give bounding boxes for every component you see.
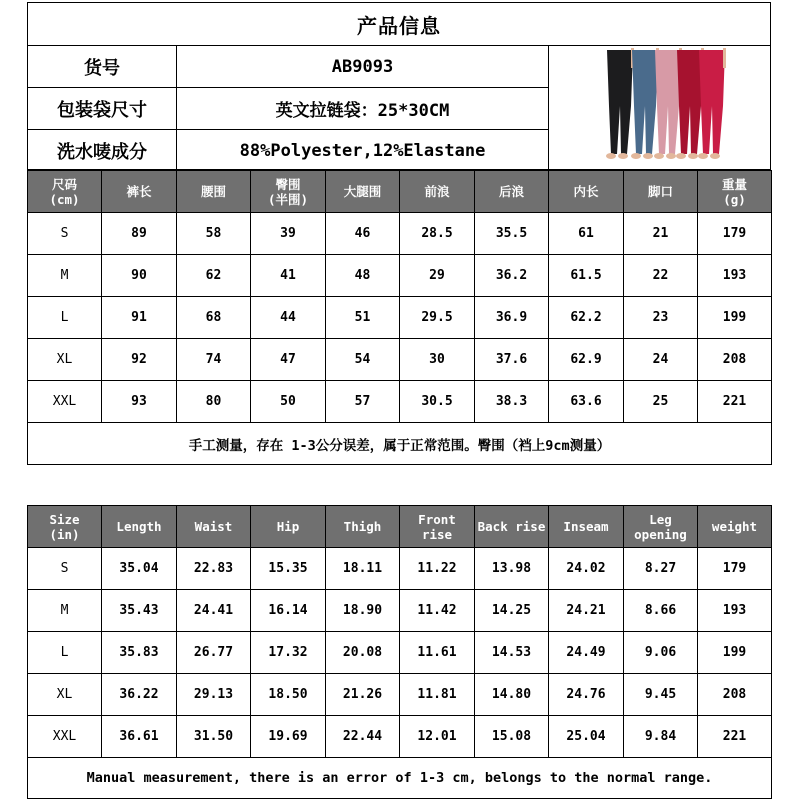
- table-row: [28, 339, 772, 381]
- measurement-cell: 50: [251, 381, 326, 423]
- column-header: 重量 (g): [698, 171, 772, 213]
- size-cell: XXL: [28, 716, 102, 758]
- measurement-cell: 18.90: [326, 590, 400, 632]
- measurement-cell: 24.76: [549, 674, 624, 716]
- measurement-cell: 221: [698, 716, 772, 758]
- measurement-cell: 193: [698, 590, 772, 632]
- foot-shape: [688, 153, 698, 159]
- measurement-cell: 36.61: [102, 716, 177, 758]
- measurement-cell: 58: [177, 213, 251, 255]
- measurement-cell: 30: [400, 339, 475, 381]
- measurement-cell: 57: [326, 381, 400, 423]
- measurement-cell: 199: [698, 297, 772, 339]
- measurement-cell: 90: [102, 255, 177, 297]
- column-header: weight: [698, 506, 772, 548]
- measurement-cell: 29.13: [177, 674, 251, 716]
- item-number-value: AB9093: [331, 56, 394, 77]
- composition-value: 88%Polyester,12%Elastane: [239, 141, 486, 161]
- size-cell: M: [28, 255, 102, 297]
- table-row: [28, 297, 772, 339]
- foot-shape: [654, 153, 664, 159]
- leggings-shape: [607, 50, 633, 154]
- note-row: [28, 758, 772, 799]
- measurement-cell: 24.41: [177, 590, 251, 632]
- size-cell: XXL: [28, 381, 102, 423]
- measurement-cell: 8.66: [624, 590, 698, 632]
- measurement-note: 手工测量，存在 1-3公分误差，属于正常范围。臀围（裆上9cm测量）: [28, 423, 772, 465]
- measurement-cell: 24.02: [549, 548, 624, 590]
- measurement-cell: 36.22: [102, 674, 177, 716]
- measurement-cell: 11.61: [400, 632, 475, 674]
- measurement-note: Manual measurement, there is an error of 1-3 cm, belongs to the normal range.: [28, 758, 772, 799]
- measurement-cell: 22: [624, 255, 698, 297]
- table-row: [28, 548, 772, 590]
- measurement-cell: 80: [177, 381, 251, 423]
- measurement-cell: 199: [698, 632, 772, 674]
- measurement-cell: 93: [102, 381, 177, 423]
- column-header: 大腿围: [326, 171, 400, 213]
- measurement-cell: 9.06: [624, 632, 698, 674]
- measurement-cell: 14.25: [475, 590, 549, 632]
- measurement-cell: 22.44: [326, 716, 400, 758]
- size-chart-inches-body: [28, 548, 772, 799]
- measurement-cell: 11.22: [400, 548, 475, 590]
- measurement-cell: 25.04: [549, 716, 624, 758]
- column-header: 臀围 (半围): [251, 171, 326, 213]
- leggings-shape: [699, 50, 725, 154]
- measurement-cell: 19.69: [251, 716, 326, 758]
- column-header: Length: [102, 506, 177, 548]
- bag-size-value: 英文拉链袋：25*30CM: [275, 101, 450, 121]
- column-header: Leg opening: [624, 506, 698, 548]
- measurement-cell: 15.08: [475, 716, 549, 758]
- measurement-cell: 54: [326, 339, 400, 381]
- measurement-cell: 68: [177, 297, 251, 339]
- measurement-cell: 23: [624, 297, 698, 339]
- measurement-cell: 13.98: [475, 548, 549, 590]
- measurement-cell: 12.01: [400, 716, 475, 758]
- size-chart-inches: [27, 505, 772, 799]
- size-chart-cm-body: [28, 213, 772, 465]
- measurement-cell: 208: [698, 339, 772, 381]
- measurement-cell: 36.2: [475, 255, 549, 297]
- column-header: 尺码 (cm): [28, 171, 102, 213]
- measurement-cell: 24.49: [549, 632, 624, 674]
- measurement-cell: 35.83: [102, 632, 177, 674]
- size-cell: M: [28, 590, 102, 632]
- measurement-cell: 11.42: [400, 590, 475, 632]
- measurement-cell: 221: [698, 381, 772, 423]
- measurement-cell: 92: [102, 339, 177, 381]
- measurement-cell: 9.45: [624, 674, 698, 716]
- measurement-cell: 38.3: [475, 381, 549, 423]
- measurement-cell: 44: [251, 297, 326, 339]
- measurement-cell: 51: [326, 297, 400, 339]
- note-row: [28, 423, 772, 465]
- measurement-cell: 47: [251, 339, 326, 381]
- measurement-cell: 62.2: [549, 297, 624, 339]
- measurement-cell: 36.9: [475, 297, 549, 339]
- size-cell: S: [28, 548, 102, 590]
- foot-shape: [698, 153, 708, 159]
- bag-size-label: 包装袋尺寸: [28, 88, 177, 129]
- measurement-cell: 15.35: [251, 548, 326, 590]
- foot-shape: [710, 153, 720, 159]
- composition-label: 洗水唛成分: [28, 130, 177, 172]
- leggings-shape: [632, 50, 658, 154]
- measurement-cell: 179: [698, 213, 772, 255]
- measurement-cell: 35.5: [475, 213, 549, 255]
- leggings-illustration: [549, 46, 771, 169]
- leggings-shape: [655, 50, 681, 154]
- size-cell: L: [28, 297, 102, 339]
- measurement-cell: 37.6: [475, 339, 549, 381]
- foot-shape: [606, 153, 616, 159]
- column-header: Size (in): [28, 506, 102, 548]
- measurement-cell: 11.81: [400, 674, 475, 716]
- column-header: Hip: [251, 506, 326, 548]
- measurement-cell: 24.21: [549, 590, 624, 632]
- foot-shape: [618, 153, 628, 159]
- foot-shape: [676, 153, 686, 159]
- measurement-cell: 62.9: [549, 339, 624, 381]
- leggings-shape: [677, 50, 703, 154]
- table-row: [28, 381, 772, 423]
- bag-size-row: [28, 88, 548, 130]
- measurement-cell: 8.27: [624, 548, 698, 590]
- measurement-cell: 18.50: [251, 674, 326, 716]
- foot-shape: [643, 153, 653, 159]
- measurement-cell: 30.5: [400, 381, 475, 423]
- table-row: [28, 716, 772, 758]
- measurement-cell: 24: [624, 339, 698, 381]
- item-number-row: [28, 46, 548, 88]
- size-chart-cm-header: [28, 171, 772, 213]
- column-header: 前浪: [400, 171, 475, 213]
- measurement-cell: 14.53: [475, 632, 549, 674]
- measurement-cell: 21: [624, 213, 698, 255]
- column-header: 内长: [549, 171, 624, 213]
- size-chart-cm: [27, 170, 772, 465]
- product-info-title: 产品信息: [28, 3, 770, 46]
- measurement-cell: 31.50: [177, 716, 251, 758]
- measurement-cell: 61: [549, 213, 624, 255]
- measurement-cell: 29: [400, 255, 475, 297]
- measurement-cell: 39: [251, 213, 326, 255]
- measurement-cell: 41: [251, 255, 326, 297]
- size-cell: S: [28, 213, 102, 255]
- measurement-cell: 29.5: [400, 297, 475, 339]
- measurement-cell: 18.11: [326, 548, 400, 590]
- measurement-cell: 20.08: [326, 632, 400, 674]
- measurement-cell: 193: [698, 255, 772, 297]
- arm-shape: [723, 48, 726, 68]
- measurement-cell: 208: [698, 674, 772, 716]
- measurement-cell: 89: [102, 213, 177, 255]
- measurement-cell: 35.43: [102, 590, 177, 632]
- column-header: 裤长: [102, 171, 177, 213]
- foot-shape: [631, 153, 641, 159]
- size-chart-inches-header: [28, 506, 772, 548]
- foot-shape: [666, 153, 676, 159]
- column-header: 腰围: [177, 171, 251, 213]
- measurement-cell: 25: [624, 381, 698, 423]
- column-header: Waist: [177, 506, 251, 548]
- measurement-cell: 91: [102, 297, 177, 339]
- measurement-cell: 35.04: [102, 548, 177, 590]
- measurement-cell: 48: [326, 255, 400, 297]
- column-header: Thigh: [326, 506, 400, 548]
- column-header: Inseam: [549, 506, 624, 548]
- column-header: Back rise: [475, 506, 549, 548]
- table-row: [28, 255, 772, 297]
- table-row: [28, 632, 772, 674]
- size-cell: XL: [28, 674, 102, 716]
- measurement-cell: 16.14: [251, 590, 326, 632]
- measurement-cell: 14.80: [475, 674, 549, 716]
- measurement-cell: 9.84: [624, 716, 698, 758]
- table-row: [28, 590, 772, 632]
- product-info-table: [27, 2, 771, 170]
- measurement-cell: 63.6: [549, 381, 624, 423]
- column-header: Front rise: [400, 506, 475, 548]
- product-image: [548, 46, 771, 169]
- measurement-cell: 179: [698, 548, 772, 590]
- size-cell: XL: [28, 339, 102, 381]
- measurement-cell: 28.5: [400, 213, 475, 255]
- measurement-cell: 74: [177, 339, 251, 381]
- table-row: [28, 213, 772, 255]
- table-row: [28, 674, 772, 716]
- column-header: 脚口: [624, 171, 698, 213]
- table-spacer: [27, 465, 771, 505]
- measurement-cell: 62: [177, 255, 251, 297]
- measurement-cell: 17.32: [251, 632, 326, 674]
- measurement-cell: 21.26: [326, 674, 400, 716]
- measurement-cell: 61.5: [549, 255, 624, 297]
- composition-row: [28, 130, 548, 172]
- measurement-cell: 26.77: [177, 632, 251, 674]
- measurement-cell: 22.83: [177, 548, 251, 590]
- column-header: 后浪: [475, 171, 549, 213]
- measurement-cell: 46: [326, 213, 400, 255]
- size-cell: L: [28, 632, 102, 674]
- item-number-label: 货号: [28, 46, 177, 87]
